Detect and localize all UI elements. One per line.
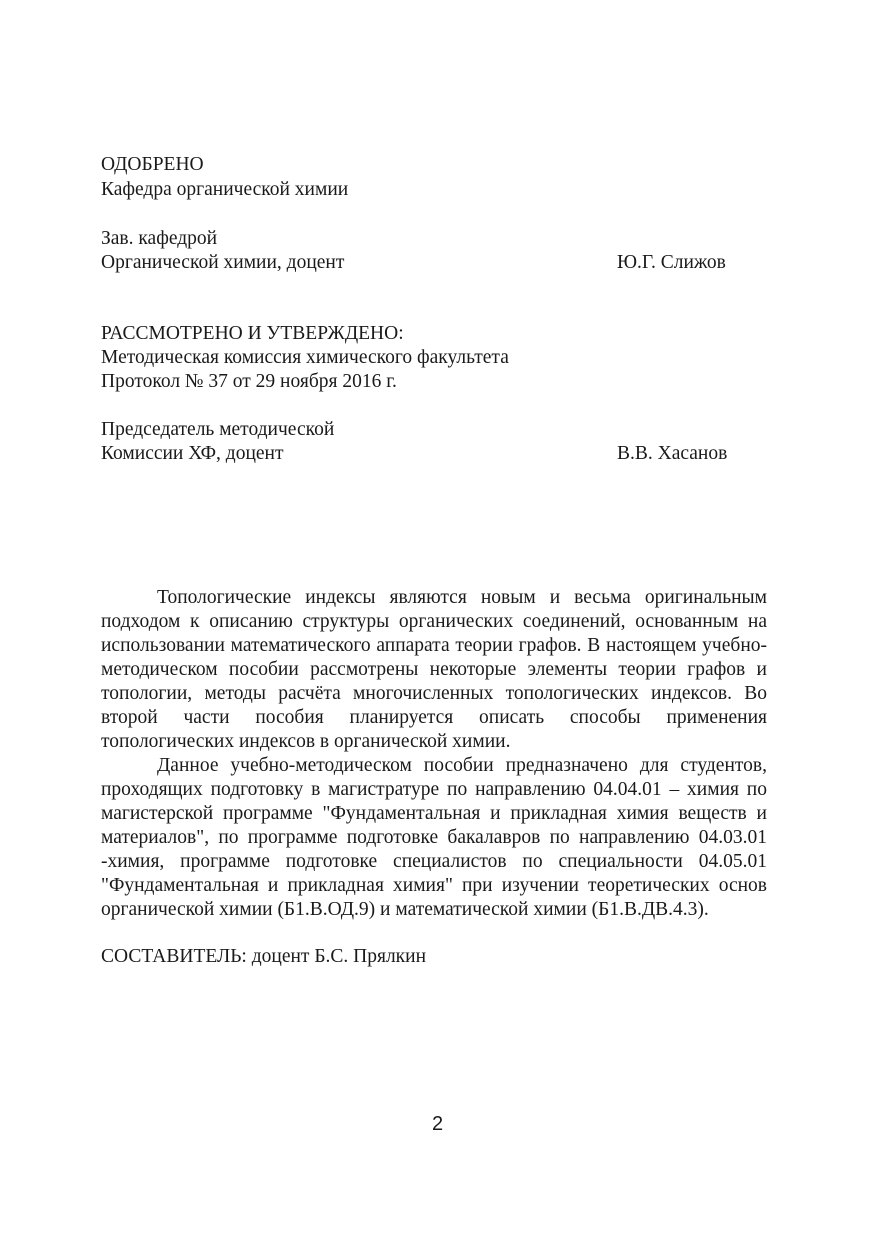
head-title-line2: Органической химии, доцент — [101, 252, 345, 273]
approved-heading: ОДОБРЕНО — [101, 154, 204, 175]
chair-name: В.В. Хасанов — [617, 443, 728, 464]
protocol-line: Протокол № 37 от 29 ноября 2016 г. — [101, 371, 397, 392]
head-name: Ю.Г. Слижов — [617, 252, 726, 273]
page-number: 2 — [431, 1113, 444, 1135]
reviewed-heading: РАССМОТРЕНО И УТВЕРЖДЕНО: — [101, 323, 404, 344]
approved-department: Кафедра органической химии — [101, 179, 349, 200]
abstract-text — [101, 586, 767, 922]
commission-name: Методическая комиссия химического факультета — [101, 347, 509, 368]
head-title-line1: Зав. кафедрой — [101, 228, 218, 249]
chair-title-line2: Комиссии ХФ, доцент — [101, 443, 284, 464]
compiler-line: СОСТАВИТЕЛЬ: доцент Б.С. Прялкин — [101, 946, 427, 967]
abstract-paragraph-2: Данное учебно-методическом пособии предназначено для студентов, проходящих подготовку в магистратуре по направлению 04.04.01 – химия по магистерской программе "Фундаментальная и прикладная химия веществ и материалов", по программе подготовке бакалавров по направлению 04.03.01 -химия, программе подготовке специалистов по специальности 04.05.01 "Фундаментальная и прикладная химия" при изучении теоретических основ органической химии (Б1.В.ОД.9) и математической химии (Б1.В.ДВ.4.3). — [101, 755, 767, 920]
abstract-paragraph-1: Топологические индексы являются новым и весьма оригинальным подходом к описанию структуры органических соединений, основанным на использовании математического аппарата теории графов. В настоящем учебно-методическом пособии рассмотрены некоторые элементы теории графов и топологии, методы расчёта многочисленных топологических индексов. Во второй части пособия планируется описать способы применения топологических индексов в органической химии. — [101, 587, 767, 752]
chair-title-line1: Председатель методической — [101, 419, 335, 440]
